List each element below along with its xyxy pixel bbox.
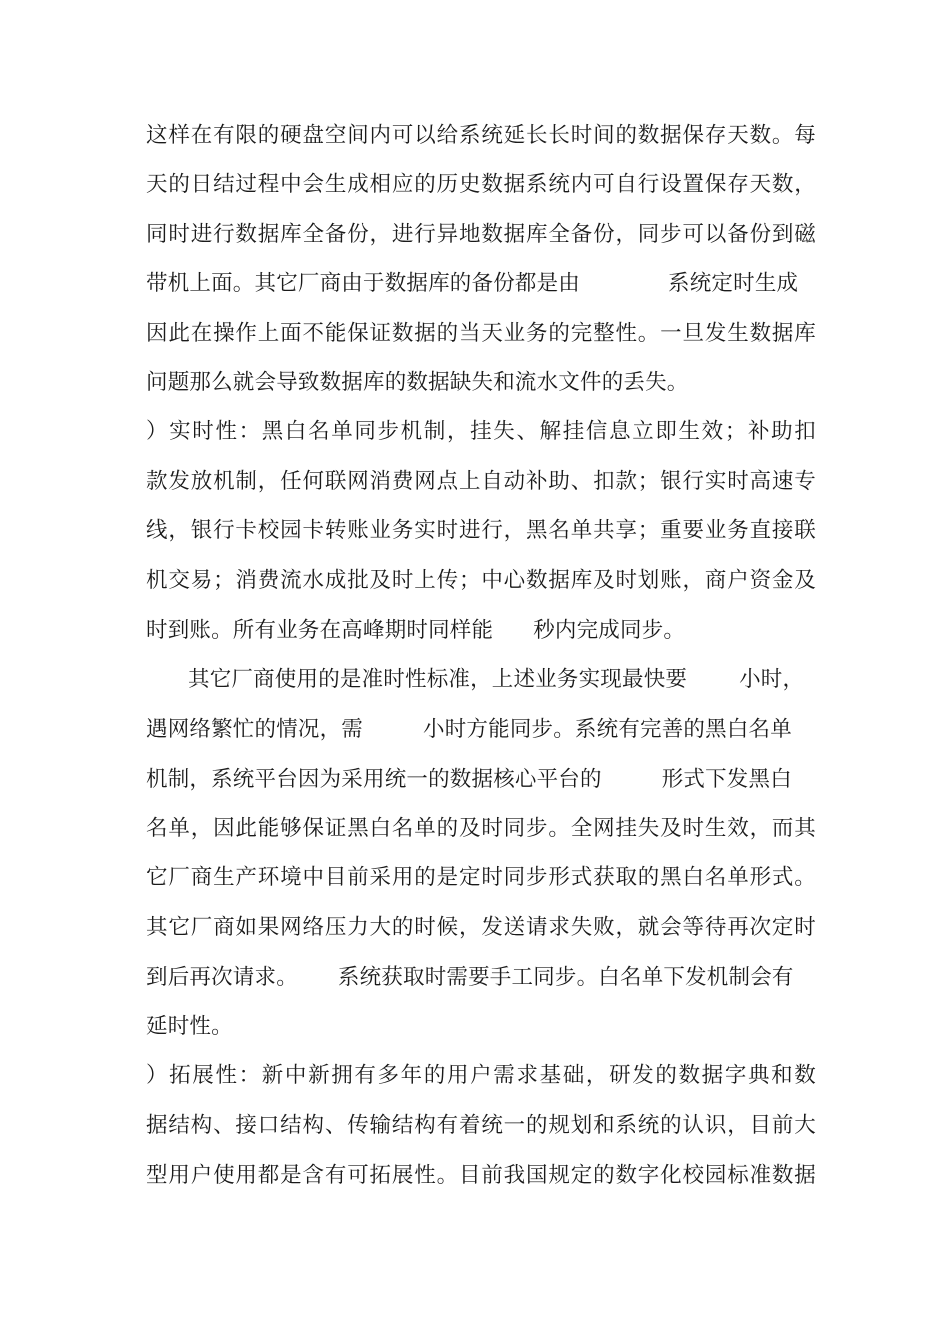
text-segment: 遇网络繁忙的情况，需	[146, 717, 364, 742]
text-segment: 机制，系统平台因为采用统一的数据核心平台的	[146, 767, 602, 792]
body-text-line: 延时性。	[146, 1014, 233, 1039]
body-text-line: 型用户使用都是含有可拓展性。目前我国规定的数字化校园标准数据	[146, 1163, 816, 1188]
paragraph-first-line	[188, 662, 816, 698]
body-text-line: 它厂商生产环境中目前采用的是定时同步形式获取的黑白名单形式。	[146, 865, 816, 890]
text-segment: 带机上面。其它厂商由于数据库的备份都是由	[146, 271, 581, 296]
text-segment: 系统定时生成	[668, 271, 799, 296]
body-text-line	[146, 712, 816, 748]
text-segment: 秒内完成同步。	[533, 618, 686, 643]
body-text-line	[146, 960, 816, 996]
text-segment: 系统获取时需要手工同步。白名单下发机制会有	[337, 965, 794, 990]
text-segment: 小时方能同步。系统有完善的黑白名单	[423, 717, 792, 742]
text-segment: 到后再次请求。	[146, 965, 298, 990]
body-text-line: 同时进行数据库全备份，进行异地数据库全备份，同步可以备份到磁	[146, 222, 816, 247]
body-text-line: 问题那么就会导致数据库的数据缺失和流水文件的丢失。	[146, 370, 689, 395]
text-segment: 其它厂商使用的是准时性标准，上述业务实现最快要	[188, 667, 688, 692]
text-segment: 形式下发黑白	[661, 767, 792, 792]
body-text-line: 款发放机制，任何联网消费网点上自动补助、扣款；银行实时高速专	[146, 469, 816, 494]
body-text-line: 其它厂商如果网络压力大的时候，发送请求失败，就会等待再次定时	[146, 915, 816, 940]
body-text-line: 据结构、接口结构、传输结构有着统一的规划和系统的认识，目前大	[146, 1113, 816, 1138]
body-text-line: 天的日结过程中会生成相应的历史数据系统内可自行设置保存天数，	[146, 172, 816, 197]
text-segment: 时到账。所有业务在高峰期时同样能	[146, 618, 494, 643]
body-text-line: 机交易；消费流水成批及时上传；中心数据库及时划账，商户资金及	[146, 568, 816, 593]
body-text-line	[146, 266, 816, 302]
list-item-line: ）拓展性：新中新拥有多年的用户需求基础，研发的数据字典和数	[146, 1063, 816, 1088]
body-text-line	[146, 613, 816, 649]
body-text-line: 线，银行卡校园卡转账业务实时进行，黑名单共享；重要业务直接联	[146, 518, 816, 543]
body-text-line: 这样在有限的硬盘空间内可以给系统延长长时间的数据保存天数。每	[146, 123, 816, 148]
text-segment: 小时，	[739, 667, 805, 692]
body-text-line	[146, 762, 816, 798]
list-item-line: ）实时性：黑白名单同步机制，挂失、解挂信息立即生效；补助扣	[146, 419, 816, 444]
body-text-line: 名单，因此能够保证黑白名单的及时同步。全网挂失及时生效，而其	[146, 816, 816, 841]
body-text-line: 因此在操作上面不能保证数据的当天业务的完整性。一旦发生数据库	[146, 321, 816, 346]
